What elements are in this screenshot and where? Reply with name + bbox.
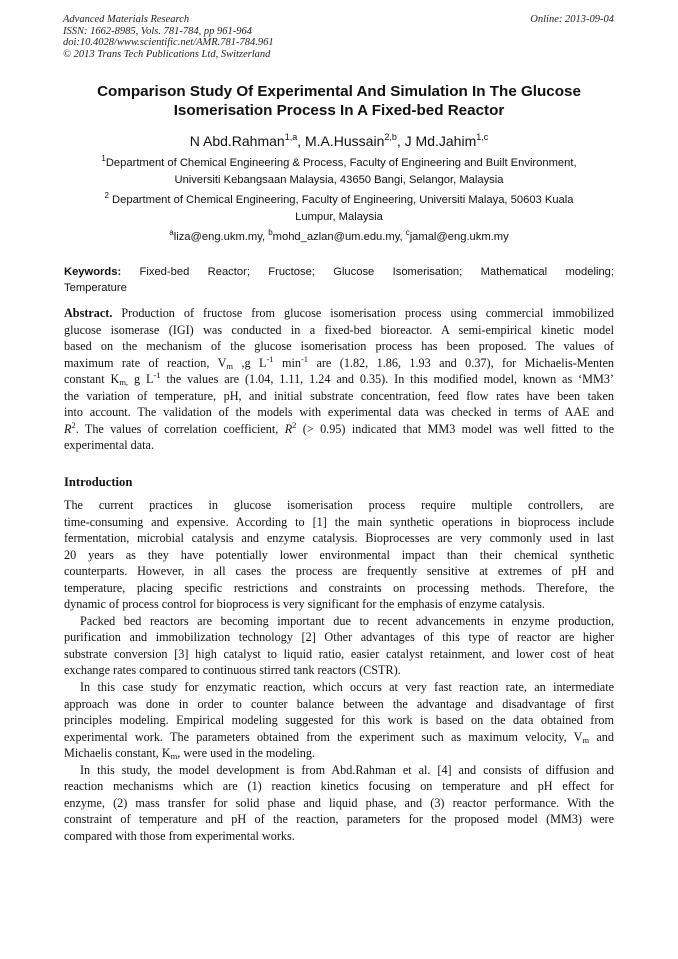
- author-separator: ,: [396, 133, 405, 149]
- paragraph-line: dynamic of process control for bioprocess is very significant for the emphasis of enzyme catalysis.: [64, 597, 545, 612]
- keywords-line-2: Temperature: [64, 282, 127, 294]
- abstract-italic: R: [284, 421, 293, 436]
- paragraph-3: [64, 679, 614, 762]
- abstract-text: g L: [128, 372, 154, 387]
- paragraph-text: experimental work. The parameters obtained from the experiment such as maximum velocity, V: [64, 729, 583, 744]
- issn-line: ISSN: 1662-8985, Vols. 781-784, pp 961-964: [63, 25, 252, 37]
- abstract-text: are (1.82, 1.86, 1.93 and 0.37), for Michaelis-Menten: [308, 355, 615, 370]
- journal-header: [63, 14, 274, 60]
- abstract-label: Abstract.: [64, 306, 113, 320]
- paragraph-2: [64, 613, 614, 679]
- author-separator: ,: [297, 133, 305, 149]
- paragraph-text: and: [589, 729, 614, 744]
- keywords-label: Keywords:: [64, 266, 122, 278]
- subscript: m: [582, 734, 590, 745]
- abstract-text: the values are (1.04, 1.11, 1.24 and 0.35). In this modified model, known as ‘MM3’: [160, 372, 614, 387]
- author-name: J Md.Jahim: [404, 133, 477, 149]
- superscript: 2: [292, 419, 297, 430]
- paragraph-text: Michaelis constant, K: [64, 746, 171, 761]
- paper-title: [40, 82, 638, 120]
- superscript: 2: [71, 419, 76, 430]
- affiliation-2-line-1: [50, 192, 628, 209]
- keywords-text: Fixed-bed Reactor; Fructose; Glucose Isomerisation; Mathematical modeling;: [121, 266, 614, 278]
- paragraph-line: purification and immobilization technology [2] Other advantages of this type of reactor are higher: [64, 630, 614, 645]
- affiliation-1: [50, 155, 628, 188]
- online-date: Online: 2013-09-04: [530, 14, 614, 25]
- email-address: liza@eng.ukm.my,: [173, 231, 269, 243]
- affiliation-2-line-2: Lumpur, Malaysia: [295, 210, 383, 223]
- email-mark: a: [169, 228, 174, 237]
- paragraph-line: substrate conversion [3] high catalyst to liquid ratio, easier catalyst retainment, and lower cost of heat: [64, 646, 614, 661]
- keywords-block: [64, 264, 614, 296]
- abstract-text: . The values of correlation coefficient,: [75, 421, 285, 436]
- copyright-line: © 2013 Trans Tech Publications Ltd, Switzerland: [63, 48, 271, 60]
- paragraph-line: The current practices in glucose isomerisation process require multiple controllers, are: [64, 498, 614, 512]
- paragraph-line: counterparts. However, in all cases the process are frequently sensitive at extremes of pH and: [64, 564, 614, 579]
- email-mark: b: [268, 228, 273, 237]
- abstract-line: the variation of temperature, pH, and initial substrate concentration, feed flow rates have been taken: [64, 388, 614, 403]
- subscript: m: [226, 360, 234, 371]
- paragraph-line: reaction mechanisms which are (1) reaction kinetics focusing on temperature and pH effect for: [64, 779, 614, 794]
- paragraph-line: exchange rates compared to continuous stirred tank reactors (CSTR).: [64, 663, 401, 678]
- paragraph-text: , were used in the modeling.: [177, 746, 316, 761]
- superscript: -1: [300, 353, 309, 364]
- affiliation-2: [50, 192, 628, 225]
- email-address: jamal@eng.ukm.my: [409, 231, 509, 243]
- abstract-text: constant K: [64, 372, 120, 387]
- paragraph-line: approach was done in order to counter balance between the advantage and disadvantage of first: [64, 696, 614, 711]
- paragraph-line: In this case study for enzymatic reaction, which occurs at very fast reaction rate, an intermediate: [80, 680, 614, 695]
- subscript: m: [170, 751, 178, 762]
- title-line-2: Isomerisation Process In A Fixed-bed Reactor: [173, 102, 505, 119]
- abstract-italic: R: [64, 421, 72, 436]
- author-name: M.A.Hussain: [305, 133, 385, 149]
- abstract-text: Production of fructose from glucose isomerisation process using commercial immobilized: [112, 306, 614, 320]
- author-affiliation-mark: 2,b: [384, 132, 397, 142]
- abstract-text: (> 0.95) indicated that MM3 model was well fitted to the: [296, 421, 614, 436]
- superscript: -1: [266, 353, 274, 364]
- affiliation-2-text: Department of Chemical Engineering, Faculty of Engineering, Universiti Malaya, 50603 Kuala: [108, 194, 574, 206]
- affiliation-1-line-1: [50, 155, 628, 172]
- introduction-body: [64, 497, 614, 844]
- affiliation-2-mark: 2: [104, 191, 109, 200]
- paragraph-line: 20 years as they have potentially lower environmental impact than their chemical synthetic: [64, 547, 614, 562]
- affiliation-1-line-2: Universiti Kebangsaan Malaysia, 43650 Bangi, Selangor, Malaysia: [174, 173, 504, 186]
- author-name: N Abd.Rahman: [189, 133, 285, 149]
- abstract-text: maximum rate of reaction, V: [64, 355, 227, 370]
- doi-line: doi:10.4028/www.scientific.net/AMR.781-784.961: [63, 37, 274, 49]
- keywords-line-1: [64, 264, 614, 280]
- paragraph-line: principles modeling. Empirical modeling suggested for this work is based on the data obtained from: [64, 713, 614, 728]
- affiliation-1-mark: 1: [101, 154, 106, 163]
- abstract-line: glucose isomerase (IGI) was conducted in a fixed-bed bioreactor. A semi-empirical kinetic model: [64, 322, 614, 337]
- paragraph-line: enzyme, (2) mass transfer for solid phase and liquid phase, and (3) reactor performance. With the: [64, 795, 614, 810]
- email-address: mohd_azlan@um.edu.my,: [272, 231, 406, 243]
- abstract-line: experimental data.: [64, 438, 155, 453]
- author-affiliation-mark: 1,c: [476, 132, 489, 142]
- author-emails: [40, 229, 638, 245]
- abstract-line: [64, 371, 614, 388]
- abstract-line: [64, 421, 614, 438]
- abstract-line: into account. The validation of the models with experimental data was checked in terms of AAE and: [64, 405, 614, 420]
- abstract-text: ,g L: [233, 355, 267, 370]
- paragraph-line: [64, 745, 614, 762]
- abstract-text: min: [273, 355, 301, 370]
- paragraph-line: In this study, the model development is from Abd.Rahman et al. [4] and consists of diffusion and: [80, 762, 614, 777]
- paragraph-line: compared with those from experimental works.: [64, 828, 295, 843]
- paragraph-line: [64, 729, 614, 746]
- paragraph-line: temperature, placing specific restrictions and constraints on processing methods. Therefore, the: [64, 580, 614, 595]
- paragraph-line: time-consuming and expensive. According to [1] the main synthetic operations in bioprocess include: [64, 514, 614, 529]
- affiliation-1-text: Department of Chemical Engineering & Process, Faculty of Engineering and Built Environment,: [105, 157, 577, 169]
- author-affiliation-mark: 1,a: [284, 132, 298, 142]
- paragraph-line: constraint of temperature and pH of the reaction, parameters for the proposed model (MM3) were: [64, 812, 614, 827]
- superscript: -1: [153, 370, 161, 381]
- author-list: [40, 132, 638, 150]
- email-mark: c: [405, 228, 410, 237]
- section-heading-introduction: Introduction: [64, 475, 133, 489]
- abstract: [64, 305, 614, 454]
- abstract-line: based on the mechanism of the glucose isomerisation process has been proposed. The values of: [64, 339, 614, 354]
- journal-name: Advanced Materials Research: [63, 14, 190, 25]
- paragraph-1: [64, 497, 614, 613]
- paragraph-line: Packed bed reactors are becoming important due to recent advancements in enzyme production,: [80, 613, 614, 628]
- paragraph-line: fermentation, microbial catalysis and enzyme catalysis. Bioprocesses are very commonly used in last: [64, 531, 614, 546]
- title-line-1: Comparison Study Of Experimental And Simulation In The Glucose: [97, 83, 581, 100]
- abstract-line: [64, 355, 614, 372]
- abstract-line: [64, 305, 614, 322]
- subscript: m,: [119, 377, 129, 388]
- paragraph-4: [64, 762, 614, 845]
